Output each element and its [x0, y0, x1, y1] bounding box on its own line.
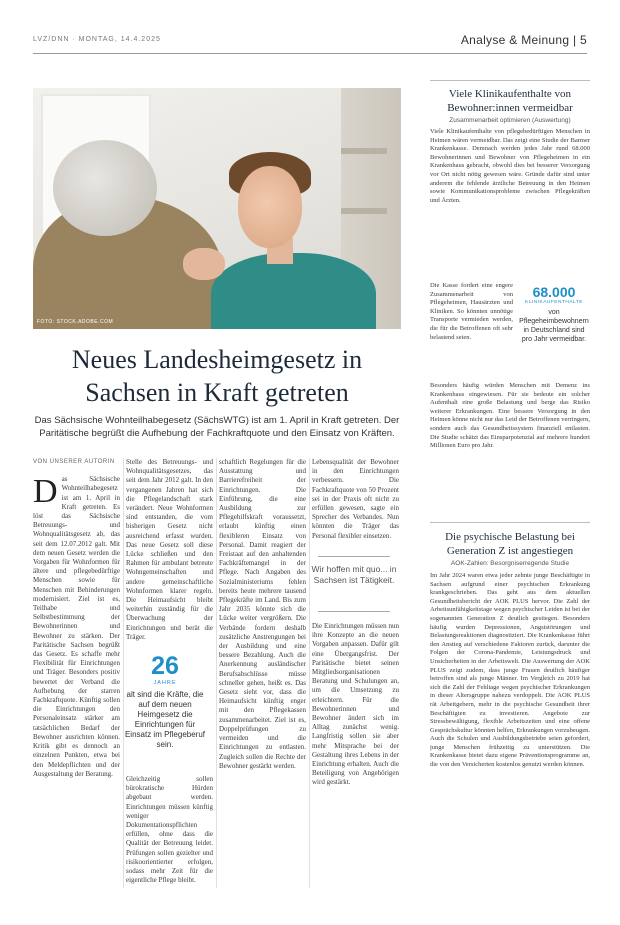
stat-text: alt sind die Kräfte, die auf dem neuen Heimgesetz die Einrichtungen für Einsatz im Pflegeberuf sein. [124, 690, 206, 749]
side-story-2-text: Im Jahr 2024 waren etwa jeder zehnte junge Beschäftigte in Sachsen aufgrund einer psychischen Erkrankung krankgeschrieben. Das geht aus dem aktuellen Gesundheitsbericht der AOK PLUS hervor. Die Zahl der Arbeitsunfähigkeitstage wegen psychischer Leiden ist bei der sogenannten Generation Z deutlich gestiegen. Besonders häufig wurden Depressionen, Angststörungen und Belastungsreaktionen diagnostiziert. Die Krankenkasse führt den Anstieg auf verschiedene Faktoren zurück, darunter die Folgen der Corona-Pandemie, Leistungsdruck und Unsicherheiten in der Arbeitswelt. Die Auswertung der AOK PLUS zeigt zudem, dass junge Frauen deutlich häufiger betroffen sind als junge Männer. Im Vergleich zu 2019 hat sich die Zahl der Fehltage wegen psychischer Erkrankungen in dieser Altersgruppe nahezu verdoppelt. Die AOK PLUS rät Arbeitgebern, mehr in die psychische Gesundheit ihrer Beschäftigten zu investieren. Angebote zur Stressbewältigung, flexible Arbeitszeiten und eine offene Gesprächskultur könnten helfen, Erkrankungen vorzubeugen. Auch die Schulen und Ausbildungsbetriebe seien gefordert, junge Menschen frühzeitig zu unterstützen. Die Krankenkasse bietet dazu eigene Präventionsprogramme an, die von den Versicherten kostenlos genutzt werden können. [430, 572, 590, 769]
stat-number: 26 [151, 652, 179, 680]
article-column-4b: Die Einrichtungen müssen nun ihre Konzepte an die neuen Vorgaben anpassen. Dafür gilt eine Übergangsfrist. Der Paritätische bietet seinen Mitgliedsorganisationen Beratung und Schulungen an, um die Umsetzung zu erleichtern. Für die Bewohnerinnen und Bewohner ändert sich im Alltag zunächst wenig. Langfristig sollen sie aber mehr Mitsprache bei der Gestaltung ihres Lebens in der Einrichtung erhalten. Auch die Beteiligung von Angehörigen wird gestärkt. [312, 622, 399, 787]
side-story-2-header [430, 530, 590, 567]
header-dateline: LVZ/DNN · MONTAG, 14.4.2025 [33, 36, 161, 43]
side-story-2-title: Die psychische Belastung bei Generation Z ist angestiegen [445, 531, 575, 557]
stat-unit: KLINIKAUFENTHALTE [525, 300, 583, 305]
stat-number: 68.000 [532, 284, 576, 300]
side-story-1-text-top: Viele Klinikaufenthalte von pflegebedürftigen Menschen in Heimen wären vermeidbar. Das zeigt eine Studie der Barmer Krankenkasse. Demnach werden jedes Jahr rund 68.000 Bewohnerinnen und Bewohner von Pflegeheimen in ein Krankenhaus gebracht, obwohl dies bei besserer Versorgung vor Ort nicht nötig gewesen wäre. Gründe dafür sind unter anderem die fehlende ärztliche Betreuung in den Heimen sowie Kommunikationsprobleme zwischen Pflegekräften und Ärzten. [430, 128, 590, 204]
side-story-1-title: Viele Klinikaufenthalte von Bewohner:innen vermeidbar [447, 88, 573, 114]
pull-quote: Wir hoffen mit quo... in Sachsen ist Tätigkeit. [311, 564, 397, 585]
side-story-1-header [430, 87, 590, 124]
side-story-1-text-mid: Die Kasse fordert eine engere Zusammenarbeit von Pflegeheimen, Hausärzten und Kliniken. So könnten unnötige Transporte vermieden werden, die für die Betroffenen oft sehr belastend seien. [430, 282, 513, 341]
photo-nurse [211, 253, 376, 329]
article-author: VON UNSERER AUTORIN [33, 459, 115, 465]
article-column-2b: Gleichzeitig sollen bürokratische Hürden abgebaut werden. Einrichtungen müssen künftig weniger Dokumentationspflichten erfüllen, ohne dass die Qualität der Betreuung leidet. Prüfungen sollen gezielter und risikoorientierter erfolgen, sodass mehr Zeit für die eigentliche Pflege bleibt. [126, 775, 213, 885]
article-column-3: schaftlich Regelungen für die Ausstattung und Barrierefreiheit der Einrichtungen. Die Einführung, die eine Ausbildung zur Pflegehilfskraft voraussetzt, erlaubt künftig einen flexibleren Einsatz von Personal. Damit reagiert der Freistaat auf den anhaltenden Fachkräftemangel in der Pflege. Nach Angaben des Sozialministeriums fehlen bereits heute mehrere tausend Pflegekräfte im Land. Bis zum Jahr 2035 könnte sich die Lücke weiter vergrößern. Die Verbände fordern deshalb zusätzliche Anstrengungen bei der Ausbildung und eine bessere Bezahlung. Auch die Anerkennung ausländischer Berufsabschlüsse müsse schneller gehen, heißt es. Das Gesetz sieht vor, dass die Heimaufsicht künftig enger mit den Pflegekassen zusammenarbeitet. Ziel ist es, Doppelprüfungen zu vermeiden und die Einrichtungen zu entlasten. Zugleich sollen die Rechte der Bewohner gestärkt werden. [219, 458, 306, 770]
stat-box-age [121, 652, 209, 750]
article-column-1: VON UNSERER AUTORIN D as Sächsische Wohnteilhabegesetz ist am 1. April in Kraft getreten. Es löst das Sächsische Betreuungs- und Wohnqualitätsgesetz ab, das seit dem 12.07.2012 galt. Mit dem neuen Gesetz werden die Vorgaben für Wohnformen für ältere und pflegebedürftige Menschen sowie für Menschen mit Behinderungen modernisiert. Ziel ist es, Teilhabe und Selbstbestimmung der Bewohnerinnen und Bewohner zu stärken. Der Paritätische Sachsen begrüßt das Gesetz. Es schaffe mehr Flexibilität für Einrichtungen und Träger. Besonders positiv bewertet der Verband die Aufhebung der starren Fachkraftquote. Künftig sollen die Einrichtungen den Personaleinsatz stärker am tatsächlichen Bedarf der Bewohner ausrichten können. Kritik gibt es dennoch an einzelnen Punkten, etwa bei den Meldepflichten und der Ausgestaltung der Beratung. [33, 459, 120, 778]
stat-text: von Pflegeheimbewohnern in Deutschland sind pro Jahr vermeidbar. [519, 309, 589, 343]
article-lead: Das Sächsische Wohnteilhabegesetz (SächsWTG) ist am 1. April in Kraft getreten. Der Paritätische begrüßt die Aufhebung der Fachkraftquote und den Einsatz von Kräften. [34, 415, 400, 439]
article-column-2: Stelle des Betreuungs- und Wohnqualitätsgesetzes, das seit dem Jahr 2012 galt. In den vergangenen Jahren hat sich die Pflegelandschaft stark verändert. Neue Wohnformen sind entstanden, die vom bisherigen Gesetz nicht ausreichend erfasst wurden. Das neue Gesetz soll diese Lücke schließen und den Rahmen für ambulant betreute Wohngemeinschaften und andere gemeinschaftliche Wohnformen klarer regeln. Die Heimaufsicht bleibt weiterhin zuständig für die Überwachung der Einrichtungen und berät die Träger. [126, 458, 213, 641]
stat-box-clinic [518, 284, 590, 344]
stat-unit: JAHRE [153, 680, 177, 686]
side-story-2-subtitle: AOK-Zahlen: Besorgniserregende Studie [450, 560, 570, 567]
photo-credit: FOTO: STOCK.ADOBE.COM [37, 319, 114, 325]
header-section: Analyse & Meinung | 5 [460, 33, 587, 47]
header-divider [33, 53, 587, 54]
drop-cap: D [33, 473, 58, 511]
article-photo [33, 88, 401, 329]
side-story-1-text-bottom: Besonders häufig würden Menschen mit Demenz ins Krankenhaus eingewiesen. Für sie bedeute ein solcher Aufenthalt eine große Belastung und berge das Risiko weiterer Erkrankungen. Eine bessere Versorgung in den Heimen könne nicht nur das Leid der Betroffenen verringern, sondern auch das Gesundheitssystem finanziell entlasten. Die Studie schätzt das Einsparpotenzial auf mehrere hundert Millionen Euro pro Jahr. [430, 382, 590, 450]
side-story-1-subtitle: Zusammenarbeit optimieren (Auswertung) [449, 117, 571, 124]
article-column-4: Lebensqualität der Bewohner in den Einrichtungen verbessern. Die Fachkraftquote von 50 Prozent sei in der Praxis oft nicht zu erfüllen gewesen, sagte ein Sprecher des Verbandes. Nun könnten die Träger das Personal flexibler einsetzen. [312, 458, 399, 540]
article-headline: Neues Landesheimgesetz in Sachsen in Kraft getreten [71, 345, 363, 407]
